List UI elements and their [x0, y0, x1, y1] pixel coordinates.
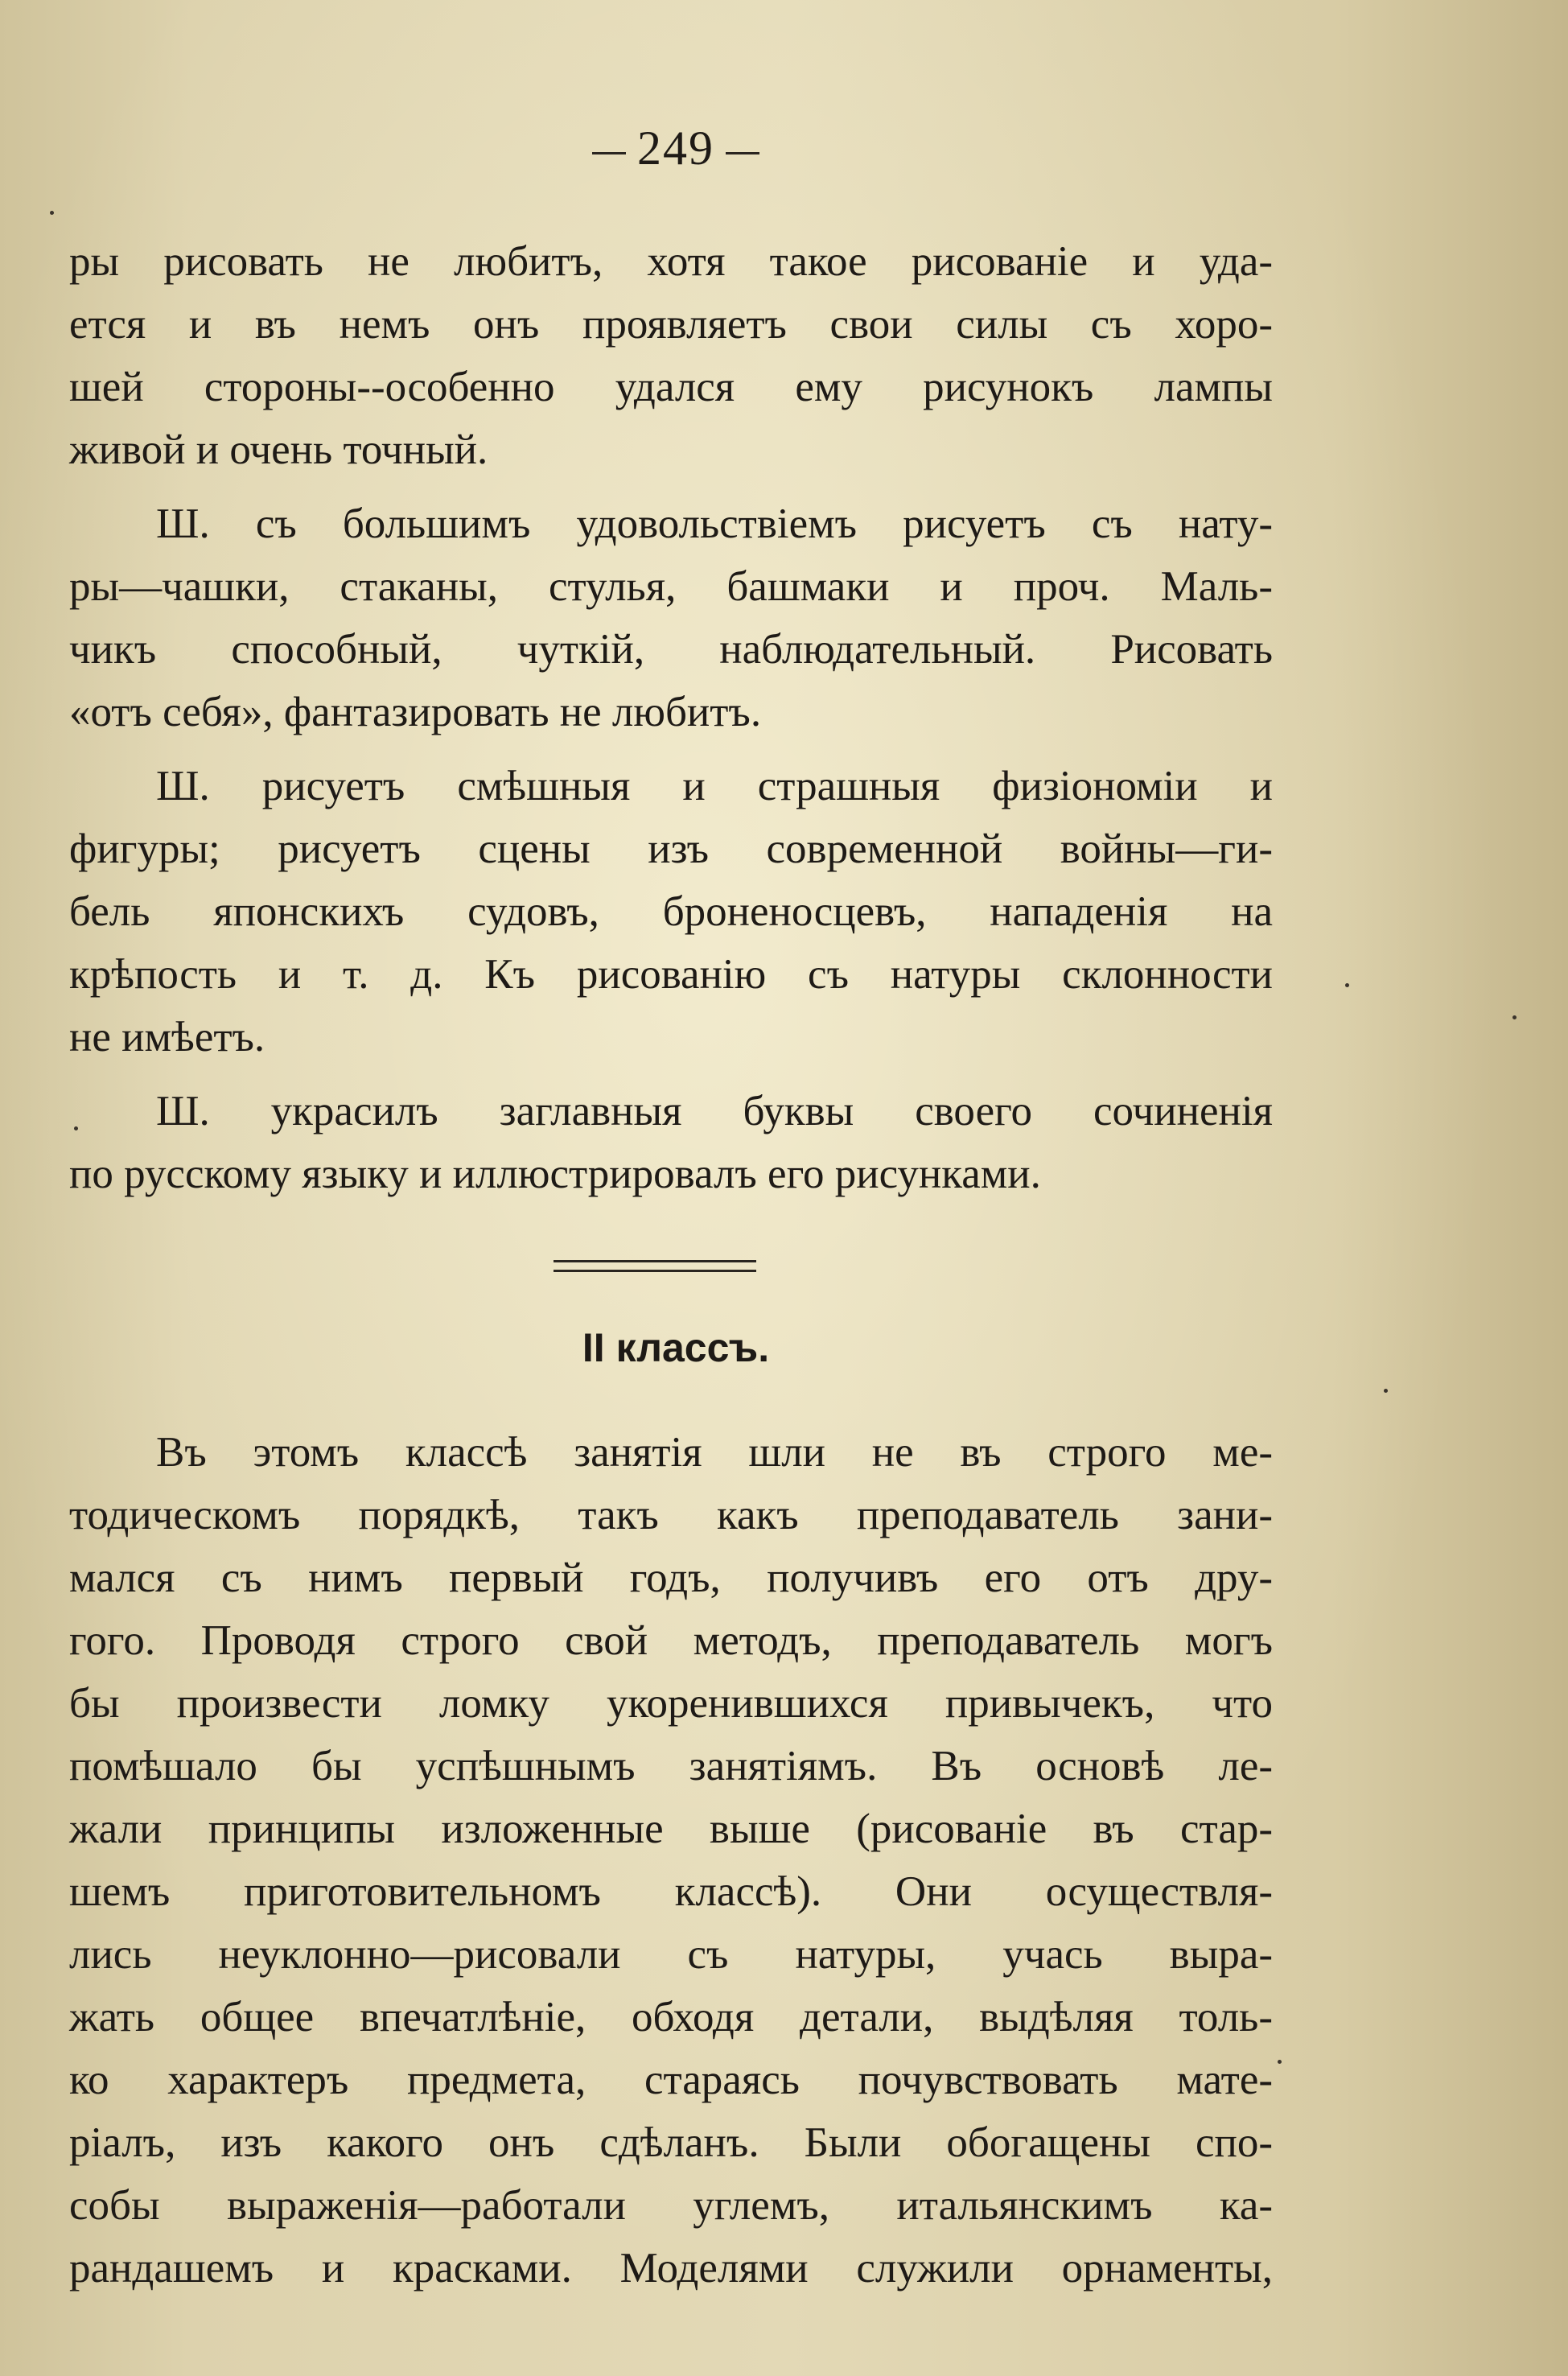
text-line: помѣшало бы успѣшнымъ занятіямъ. Въ основѣ ле- — [69, 1743, 1273, 1789]
text-line: шей стороны--особенно удался ему рисунокъ лампы — [69, 364, 1273, 410]
paragraph-3 — [69, 755, 1273, 1069]
paragraph-5 — [69, 1421, 1273, 2300]
text-line: Ш. украсилъ заглавныя буквы своего сочиненія — [156, 1088, 1273, 1134]
text-line: ко характеръ предмета, стараясь почувствовать мате- — [69, 2057, 1273, 2103]
page-number — [0, 121, 1352, 176]
paper-speck — [1512, 1015, 1517, 1019]
text-line: жать общее впечатлѣніе, обходя детали, выдѣляя толь- — [69, 1994, 1273, 2040]
text-line: ется и въ немъ онъ проявляетъ свои силы съ хоро- — [69, 301, 1273, 348]
text-line: шемъ приготовительномъ классѣ). Они осуществля- — [69, 1868, 1273, 1915]
section-separator — [554, 1260, 756, 1272]
paper-speck — [1278, 2060, 1282, 2064]
text-line: ры рисовать не любитъ, хотя такое рисованіе и уда- — [69, 238, 1273, 285]
text-line: по русскому языку и иллюстрировалъ его рисунками. — [69, 1151, 1041, 1197]
text-line: ріалъ, изъ какого онъ сдѣланъ. Были обогащены спо- — [69, 2119, 1273, 2166]
text-line: бы произвести ломку укоренившихся привычекъ, что — [69, 1680, 1273, 1727]
text-line: бель японскихъ судовъ, броненосцевъ, нападенія на — [69, 888, 1273, 935]
text-line: лись неуклонно—рисовали съ натуры, учась выра- — [69, 1931, 1273, 1978]
page-number-dash-left — [592, 152, 626, 154]
text-line: рандашемъ и красками. Моделями служили орнаменты, — [69, 2245, 1273, 2292]
text-line: Въ этомъ классѣ занятія шли не въ строго ме- — [156, 1429, 1273, 1476]
text-line: живой и очень точный. — [69, 426, 488, 473]
paper-speck — [50, 211, 54, 215]
text-line: чикъ способный, чуткій, наблюдательный. Рисовать — [69, 626, 1273, 673]
text-line: мался съ нимъ первый годъ, получивъ его отъ дру- — [69, 1554, 1273, 1601]
text-line: жали принципы изложенные выше (рисованіе въ стар- — [69, 1806, 1273, 1852]
text-line: ры—чашки, стаканы, стулья, башмаки и проч. Маль- — [69, 563, 1273, 610]
paper-speck — [1384, 1389, 1388, 1393]
paragraph-4 — [69, 1080, 1273, 1205]
text-line: Ш. съ большимъ удовольствіемъ рисуетъ съ нату- — [156, 500, 1273, 547]
page-number-dash-right — [726, 152, 759, 154]
text-line: «отъ себя», фантазировать не любитъ. — [69, 689, 762, 735]
body-text-section — [69, 1421, 1273, 2311]
text-line: Ш. рисуетъ смѣшныя и страшныя физіономіи и — [156, 763, 1273, 809]
page-number-value: 249 — [637, 121, 714, 175]
text-line: фигуры; рисуетъ сцены изъ современной войны—ги- — [69, 826, 1273, 872]
text-line: гого. Проводя строго свой методъ, преподаватель могъ — [69, 1617, 1273, 1664]
text-line: не имѣетъ. — [69, 1014, 265, 1060]
paragraph-2 — [69, 492, 1273, 743]
paper-speck — [1345, 983, 1349, 987]
paragraph-1 — [69, 230, 1273, 481]
text-line: крѣпость и т. д. Къ рисованію съ натуры склонности — [69, 951, 1273, 998]
section-heading: II классъ. — [582, 1325, 770, 1370]
text-line: тодическомъ порядкѣ, такъ какъ преподаватель зани- — [69, 1492, 1273, 1538]
paper-speck — [74, 1126, 78, 1130]
text-line: собы выраженія—работали углемъ, итальянскимъ ка- — [69, 2182, 1273, 2229]
body-text-top — [69, 230, 1273, 1217]
